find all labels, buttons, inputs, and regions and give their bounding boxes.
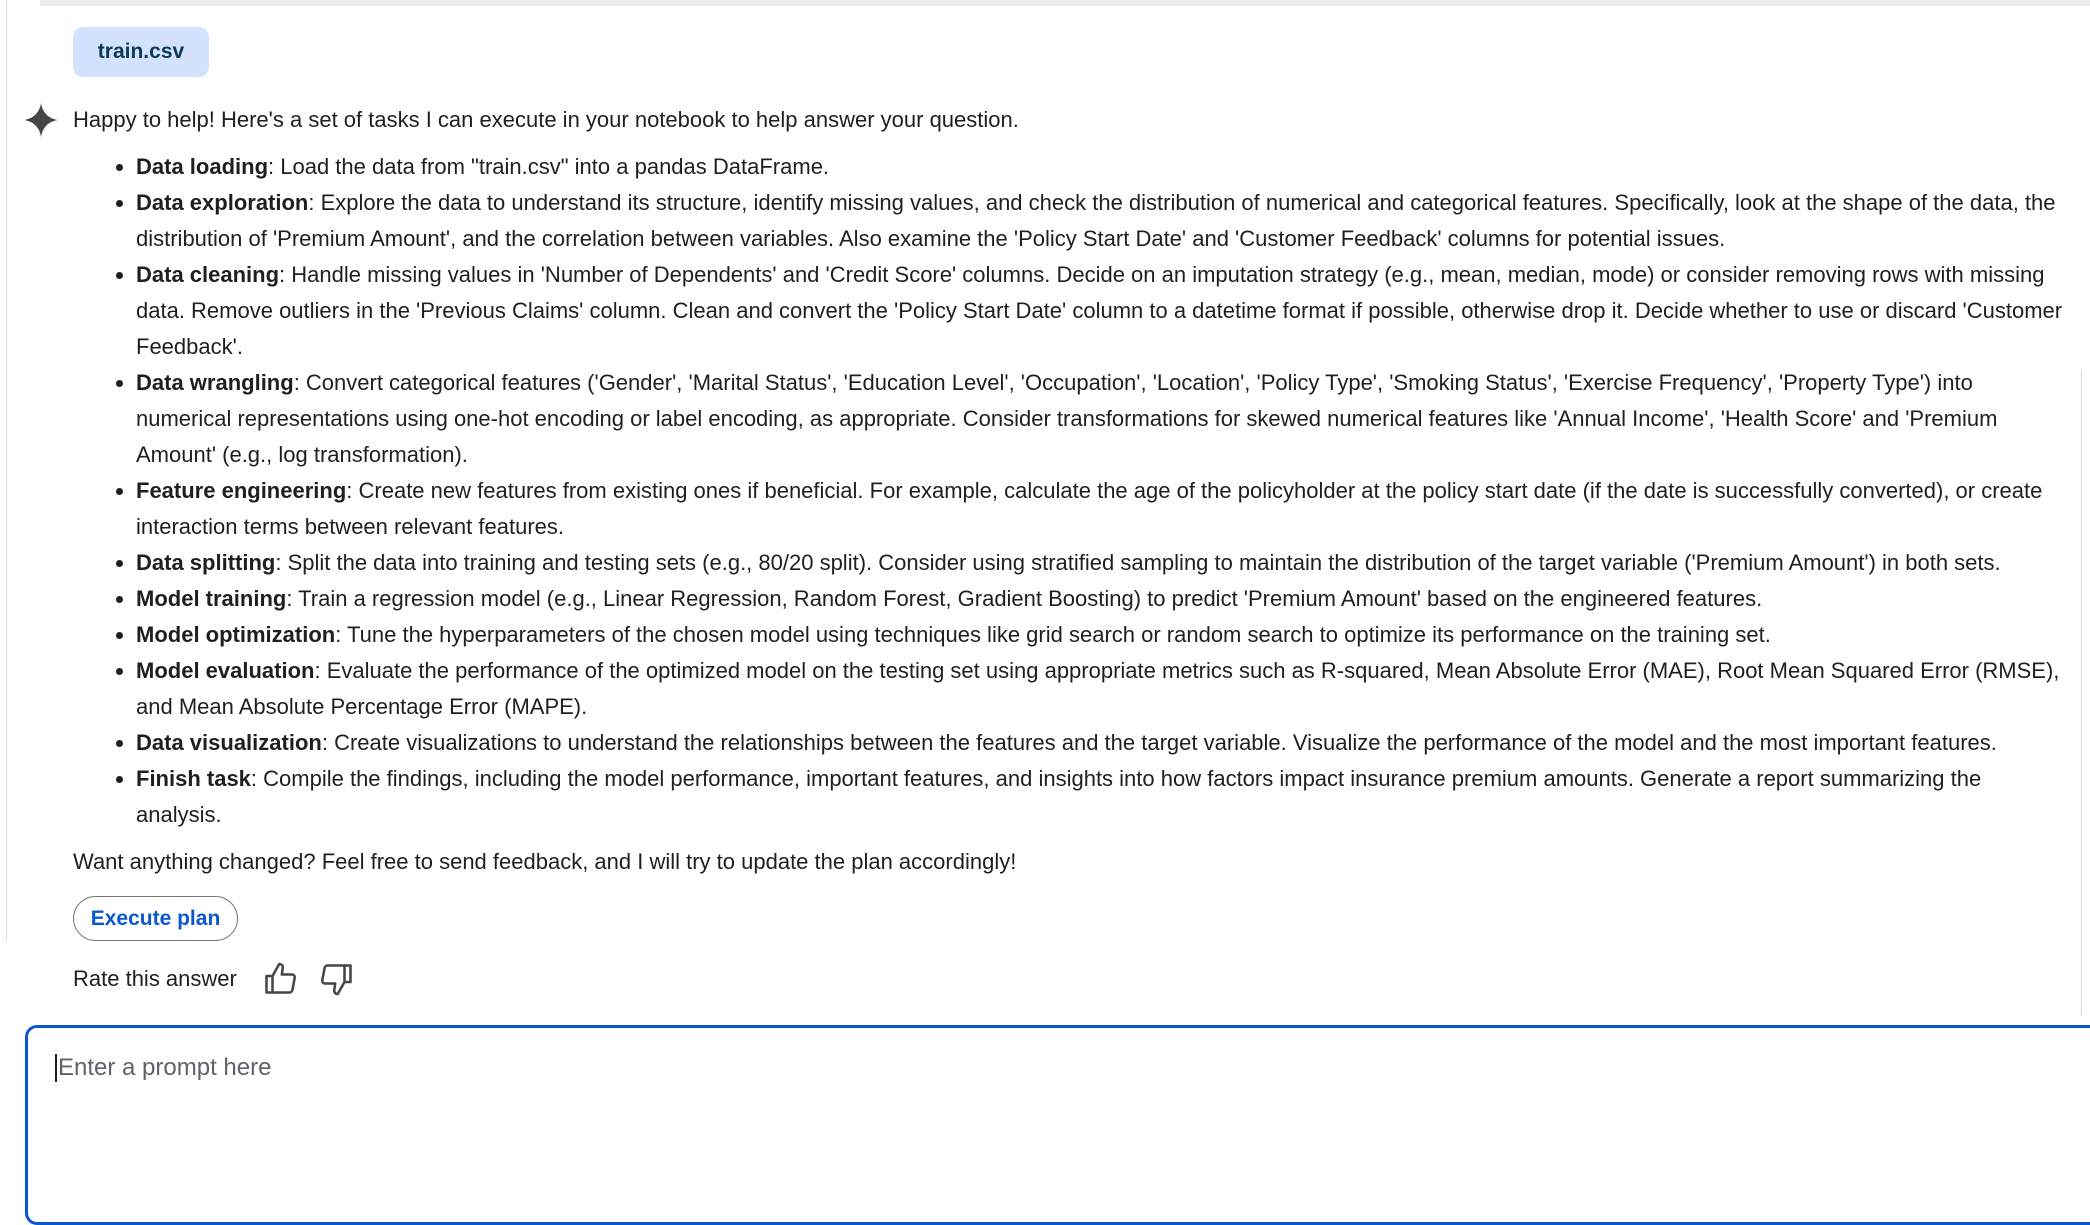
task-description: : Create visualizations to understand the relationships between the features and the target variable. Visualize the performance of the model and the most important features.	[321, 730, 1997, 755]
task-title: Data exploration	[136, 190, 309, 215]
response-intro: Happy to help! Here's a set of tasks I can execute in your notebook to help answer your question.	[73, 107, 1019, 132]
task-plan-list	[73, 149, 2068, 833]
task-description: : Load the data from "train.csv" into a pandas DataFrame.	[268, 154, 830, 179]
attached-file-name: train.csv	[97, 40, 185, 63]
task-description: : Tune the hyperparameters of the chosen model using techniques like grid search or random search to optimize its performance on the training set.	[335, 622, 1771, 647]
task-title: Data loading	[136, 154, 269, 179]
task-title: Data wrangling	[136, 370, 294, 395]
task-description: : Create new features from existing ones if beneficial. For example, calculate the age of the policyholder at the policy start date (if the date is successfully converted), or create interaction terms between relevant features.	[136, 478, 2043, 539]
task-title: Data splitting	[136, 550, 276, 575]
task-description: : Convert categorical features ('Gender', 'Marital Status', 'Education Level', 'Occupation', 'Location', 'Policy Type', 'Smoking Status', 'Exercise Frequency', 'Property Type') into numerical representations using one-hot encoding or label encoding, as appropriate. Consider transformations for skewed numerical features like 'Annual Income', 'Health Score' and 'Premium Amount' (e.g., log transformation).	[136, 370, 1998, 467]
previous-message-edge	[40, 0, 2090, 6]
task-title: Data cleaning	[136, 262, 280, 287]
task-title: Model optimization	[136, 622, 336, 647]
thumbs-down-icon	[319, 961, 355, 997]
task-title: Feature engineering	[136, 478, 347, 503]
thumbs-up-button[interactable]	[258, 957, 302, 1001]
assistant-response	[73, 102, 2068, 880]
task-item	[136, 365, 2068, 473]
task-title: Finish task	[136, 766, 251, 791]
task-description: : Compile the findings, including the model performance, important features, and insights into how factors impact insurance premium amounts. Generate a report summarizing the analysis.	[136, 766, 1982, 827]
task-description: : Explore the data to understand its structure, identify missing values, and check the distribution of numerical and categorical features. Specifically, look at the shape of the data, the distribution of 'Premium Amount', and the correlation between variables. Also examine the 'Policy Start Date' and 'Customer Feedback' columns for potential issues.	[136, 190, 2056, 251]
thumbs-down-button[interactable]	[315, 957, 359, 1001]
task-item	[136, 149, 2068, 185]
rate-answer-label: Rate this answer	[73, 966, 237, 991]
task-item	[136, 185, 2068, 257]
scrollbar[interactable]	[2081, 370, 2090, 1015]
task-description: : Evaluate the performance of the optimized model on the testing set using appropriate metrics such as R-squared, Mean Absolute Error (MAE), Root Mean Squared Error (RMSE), and Mean Absolute Percentage Error (MAPE).	[136, 658, 2060, 719]
response-outro: Want anything changed? Feel free to send feedback, and I will try to update the plan accordingly!	[73, 849, 1017, 874]
task-description: : Split the data into training and testing sets (e.g., 80/20 split). Consider using stratified sampling to maintain the distribution of the target variable ('Premium Amount') in both sets.	[275, 550, 2001, 575]
task-item	[136, 473, 2068, 545]
task-title: Model training	[136, 586, 287, 611]
task-title: Model evaluation	[136, 658, 315, 683]
task-description: : Handle missing values in 'Number of Dependents' and 'Credit Score' columns. Decide on an imputation strategy (e.g., mean, median, mode) or consider removing rows with missing data. Remove outliers in the 'Previous Claims' column. Clean and convert the 'Policy Start Date' column to a datetime format if possible, otherwise drop it. Decide whether to use or discard 'Customer Feedback'.	[136, 262, 2063, 359]
execute-plan-button[interactable]: Execute plan	[73, 896, 238, 941]
task-item	[136, 257, 2068, 365]
task-item	[136, 653, 2068, 725]
task-item	[136, 617, 2068, 653]
prompt-box	[25, 1025, 2090, 1225]
left-divider	[6, 0, 7, 940]
task-item	[136, 761, 2068, 833]
task-description: : Train a regression model (e.g., Linear Regression, Random Forest, Gradient Boosting) to predict 'Premium Amount' based on the engineered features.	[286, 586, 1763, 611]
thumbs-up-icon	[262, 961, 298, 997]
task-item	[136, 725, 2068, 761]
task-item	[136, 581, 2068, 617]
prompt-input[interactable]	[55, 1054, 1958, 1082]
rating-row	[73, 957, 359, 1001]
attached-file-chip[interactable]	[73, 27, 209, 77]
task-title: Data visualization	[136, 730, 322, 755]
sparkle-icon	[24, 103, 58, 137]
task-item	[136, 545, 2068, 581]
